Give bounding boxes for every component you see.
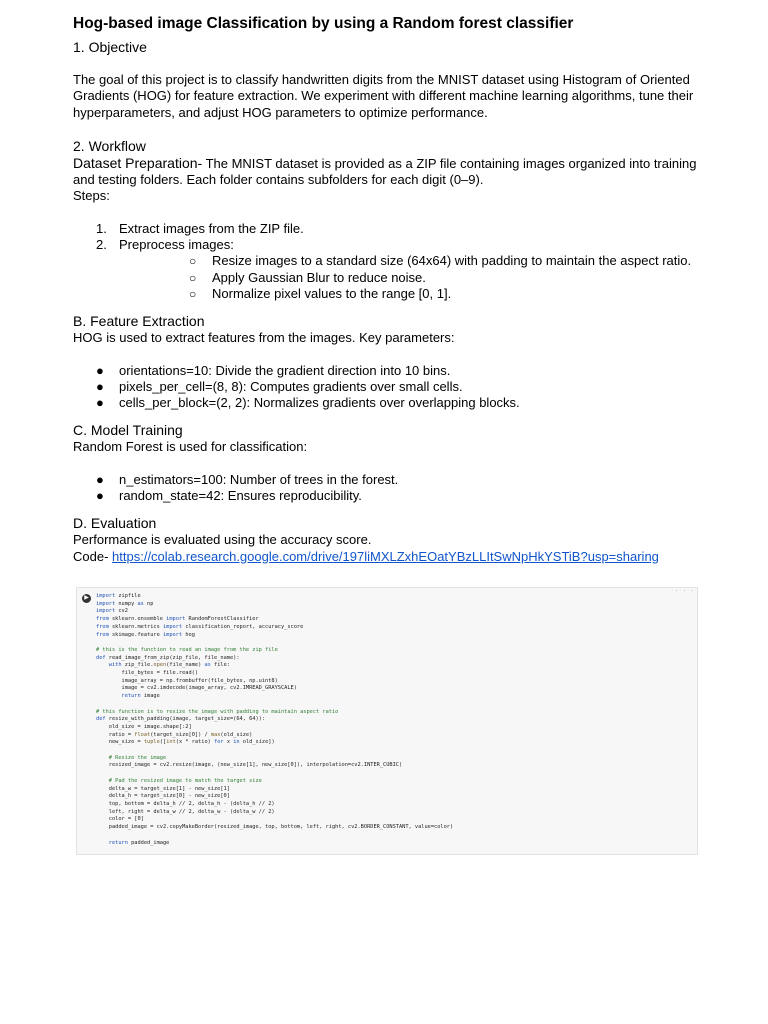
document-title: Hog-based image Classification by using a Random forest classifier	[73, 15, 574, 32]
training-heading: C. Model Training	[73, 422, 183, 439]
code-line: from sklearn.ensemble import RandomForestClassifier	[96, 616, 259, 623]
cell-toolbar-icon[interactable]: · · ·	[675, 588, 695, 594]
bullet-icon: ●	[96, 471, 104, 487]
steps-list	[73, 221, 703, 302]
feature-item: ● cells_per_block=(2, 2): Normalizes gradients over overlapping blocks.	[96, 395, 520, 411]
code-line: image = cv2.imdecode(image_array, cv2.IMREAD_GRAYSCALE)	[96, 685, 297, 692]
code-line: file_bytes = file.read()	[96, 670, 199, 677]
code-line: padded_image = cv2.copyMakeBorder(resized_image, top, bottom, left, right, cv2.BORDER_CONSTANT, value=color)	[96, 824, 454, 831]
code-line: return padded_image	[108, 839, 170, 846]
code-line: image_array = np.frombuffer(file_bytes, np.uint8)	[96, 677, 278, 684]
training-text: Random Forest is used for classification:	[73, 439, 308, 455]
code-cell-screenshot	[76, 587, 698, 855]
code-line: import numpy as np	[96, 600, 154, 607]
code-line: new_size = tuple([int(x * ratio) for x in old_size])	[96, 739, 275, 746]
code-line: return image	[121, 693, 160, 700]
code-line: def read_image_from_zip(zip_file, file_name):	[96, 654, 240, 661]
substep-item: ○ Normalize pixel values to the range [0, 1].	[189, 285, 452, 301]
code-line: # Resize the image	[96, 754, 167, 761]
code-line: top, bottom = delta_h // 2, delta_h - (delta_h // 2)	[96, 800, 275, 807]
code-line: # Pad the resized image to match the target size	[96, 777, 262, 784]
run-cell-icon[interactable]: ▶	[82, 594, 91, 603]
bullet-icon: ●	[96, 362, 104, 378]
training-list	[73, 472, 703, 505]
code-link-line	[73, 549, 703, 565]
code-line: color = [0]	[96, 816, 144, 823]
substeps-list	[119, 253, 703, 302]
code-line: from skimage.feature import hog	[96, 631, 195, 638]
circle-bullet-icon: ○	[189, 270, 197, 285]
training-item: ● n_estimators=100: Number of trees in the forest.	[96, 471, 399, 487]
code-line: from sklearn.metrics import classification_report, accuracy_score	[96, 623, 304, 630]
code-line: old_size = image.shape[:2]	[96, 723, 192, 730]
objective-text: The goal of this project is to classify handwritten digits from the MNIST dataset using Histogram of Oriented Gradients (HOG) for feature extraction. We experiment with different machine learning algorithms, tune their hyperparameters, and adjust HOG parameters to optimize performance.	[73, 72, 694, 120]
substep-item: ○ Resize images to a standard size (64x64) with padding to maintain the aspect ratio.	[189, 253, 692, 269]
code-line: delta_w = target_size[1] - new_size[1]	[96, 785, 230, 792]
substep-item: ○ Apply Gaussian Blur to reduce noise.	[189, 269, 426, 285]
code-line: ratio = float(target_size[0]) / max(old_size)	[96, 731, 253, 738]
evaluation-text: Performance is evaluated using the accuracy score.	[73, 532, 372, 548]
code-line: left, right = delta_w // 2, delta_w - (delta_w // 2)	[96, 808, 275, 815]
code-line: # this function is to resize the image with padding to maintain aspect ratio	[96, 708, 339, 715]
code-line: # this is the function to read an image from the zip file	[96, 646, 278, 653]
code-block	[96, 593, 453, 847]
feature-text: HOG is used to extract features from the images. Key parameters:	[73, 330, 455, 346]
training-item: ● random_state=42: Ensures reproducibility.	[96, 488, 362, 504]
workflow-heading: 2. Workflow	[73, 137, 146, 154]
feature-item: ● orientations=10: Divide the gradient direction into 10 bins.	[96, 362, 451, 378]
steps-label: Steps:	[73, 188, 110, 204]
step-item: 1. Extract images from the ZIP file.	[96, 220, 304, 236]
code-line: import cv2	[96, 608, 128, 615]
code-line: with zip_file.open(file_name) as file:	[108, 662, 230, 669]
feature-heading: B. Feature Extraction	[73, 313, 205, 330]
dataset-paragraph	[73, 155, 703, 189]
bullet-icon: ●	[96, 488, 104, 504]
step-item: 2. Preprocess images: ○ Resize images to a standard size (64x64) with padding to maintain the aspect ratio. ○ Apply Gaussian Blur to reduce noise. ○ Normalize pixel values to the range [0, 1].	[73, 237, 703, 302]
dataset-text: The MNIST dataset is provided as a ZIP file containing images organized into training and testing folders. Each folder contains subfolders for each digit (0–9).	[73, 155, 697, 188]
code-line: def resize_with_padding(image, target_size=(64, 64)):	[96, 716, 266, 723]
evaluation-heading: D. Evaluation	[73, 515, 157, 532]
dataset-heading: Dataset Preparation-	[73, 154, 203, 171]
code-line: delta_h = target_size[0] - new_size[0]	[96, 793, 230, 800]
code-label: Code-	[73, 548, 113, 564]
circle-bullet-icon: ○	[189, 286, 197, 301]
code-line: import zipfile	[96, 593, 141, 599]
code-line: resized_image = cv2.resize(image, (new_size[1], new_size[0]), interpolation=cv2.INTER_CUBIC)	[96, 762, 403, 769]
colab-link[interactable]: https://colab.research.google.com/drive/197liMXLZxhEOatYBzLLItSwNpHkYSTiB?usp=sharing	[112, 548, 659, 564]
objective-heading: 1. Objective	[73, 39, 147, 55]
circle-bullet-icon: ○	[189, 254, 197, 269]
feature-list	[73, 363, 703, 412]
feature-item: ● pixels_per_cell=(8, 8): Computes gradients over small cells.	[96, 378, 463, 394]
bullet-icon: ●	[96, 378, 104, 394]
bullet-icon: ●	[96, 395, 104, 411]
document-page	[73, 14, 703, 565]
